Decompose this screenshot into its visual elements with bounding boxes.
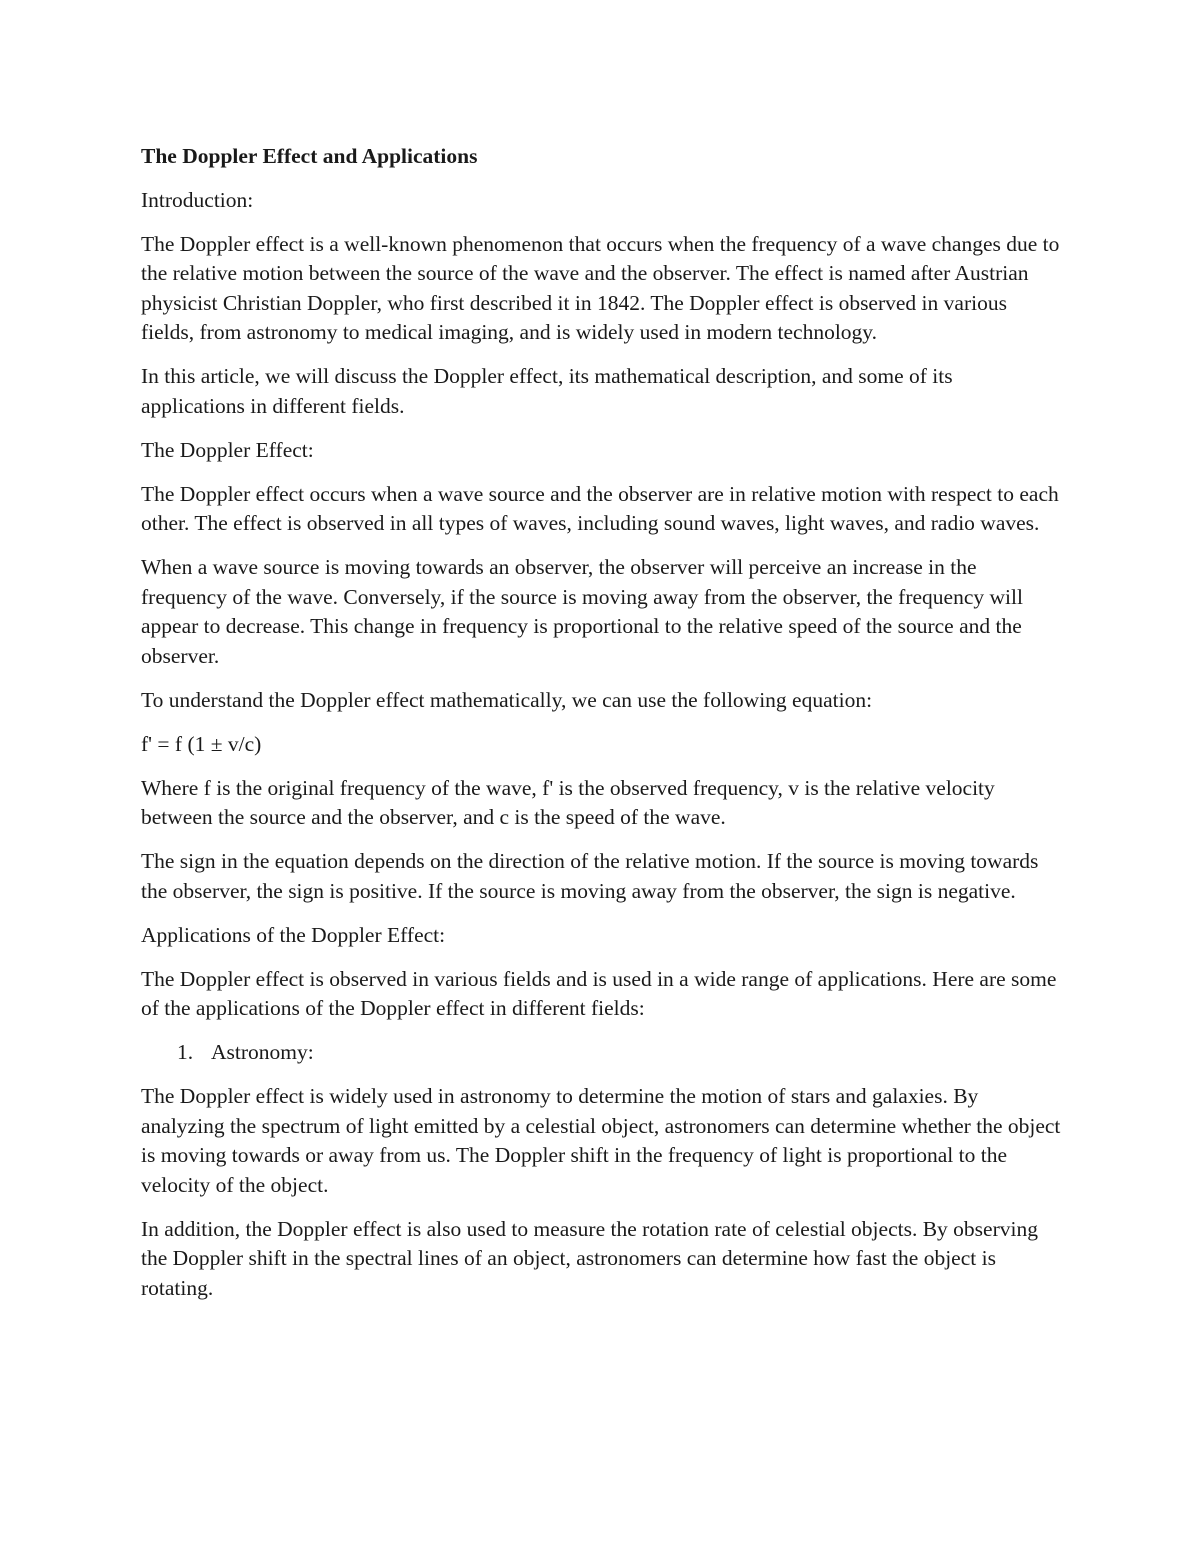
- doppler-paragraph-2: When a wave source is moving towards an observer, the observer will perceive an increase in the frequency of the wave. Conversely, if the source is moving away from the observer, the frequency will appear to decrease. This change in frequency is proportional to the relative speed of the source and the observer.: [141, 555, 1023, 668]
- astronomy-paragraph-1: The Doppler effect is widely used in astronomy to determine the motion of stars and galaxies. By analyzing the spectrum of light emitted by a celestial object, astronomers can determine whether the object is moving towards or away from us. The Doppler shift in the frequency of light is proportional to the velocity of the object.: [141, 1084, 1061, 1197]
- doppler-paragraph-5: The sign in the equation depends on the direction of the relative motion. If the source is moving towards the observer, the sign is positive. If the source is moving away from the observer, the sign is negative.: [141, 849, 1039, 903]
- document-title: The Doppler Effect and Applications: [141, 144, 478, 168]
- astronomy-paragraph-2: In addition, the Doppler effect is also used to measure the rotation rate of celestial objects. By observing the Doppler shift in the spectral lines of an object, astronomers can determine how fast the object is rotating.: [141, 1216, 1038, 1300]
- intro-paragraph-2: In this article, we will discuss the Doppler effect, its mathematical description, and some of its applications in different fields.: [141, 364, 953, 418]
- document-page: [141, 142, 1061, 1318]
- doppler-paragraph-4: Where f is the original frequency of the wave, f' is the observed frequency, v is the relative velocity between the source and the observer, and c is the speed of the wave.: [141, 775, 995, 829]
- applications-heading: Applications of the Doppler Effect:: [141, 922, 446, 947]
- list-item-number: 1.: [177, 1040, 194, 1064]
- doppler-equation: f' = f (1 ± v/c): [141, 731, 262, 756]
- list-item-astronomy: [177, 1038, 1061, 1068]
- intro-heading: Introduction:: [141, 187, 254, 212]
- doppler-heading: The Doppler Effect:: [141, 437, 314, 462]
- doppler-paragraph-1: The Doppler effect occurs when a wave source and the observer are in relative motion with respect to each other. The effect is observed in all types of waves, including sound waves, light waves, and radio waves.: [141, 481, 1059, 535]
- intro-paragraph-1: The Doppler effect is a well-known phenomenon that occurs when the frequency of a wave changes due to the relative motion between the source of the wave and the observer. The effect is named after Austrian physicist Christian Doppler, who first described it in 1842. The Doppler effect is observed in various fields, from astronomy to medical imaging, and is widely used in modern technology.: [141, 231, 1060, 344]
- doppler-paragraph-3: To understand the Doppler effect mathematically, we can use the following equation:: [141, 687, 873, 712]
- applications-paragraph-1: The Doppler effect is observed in various fields and is used in a wide range of applications. Here are some of the applications of the Doppler effect in different fields:: [141, 966, 1057, 1020]
- list-item-label: Astronomy:: [211, 1040, 314, 1064]
